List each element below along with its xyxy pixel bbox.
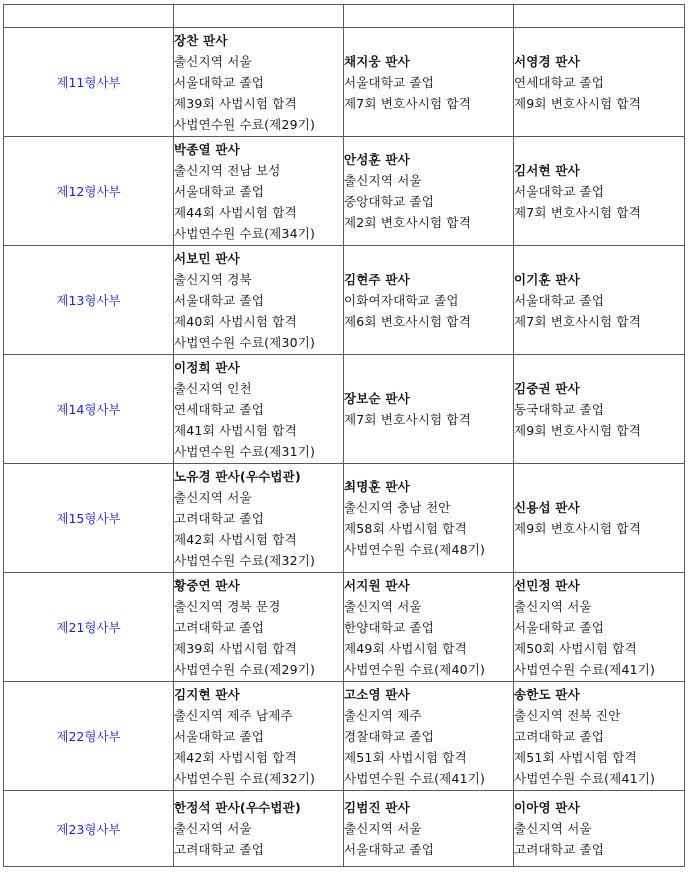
judge-cell [344,791,514,867]
judge-name: 이정희 판사 [174,359,240,375]
department-cell: 제12형사부 [4,137,174,246]
judge-detail: 출신지역 경북 [174,271,252,287]
judge-detail: 사법연수원 수료(제32기) [174,770,316,786]
judge-name: 고소영 판사 [344,686,410,702]
judge-cell [514,137,685,246]
judge-name: 이기훈 판사 [514,271,580,287]
department-cell: 제21형사부 [4,573,174,682]
judge-name: 장찬 판사 [174,32,228,48]
judge-detail: 서울대학교 졸업 [174,728,265,744]
judge-detail: 서울대학교 졸업 [174,183,265,199]
table-row [4,137,685,246]
judge-detail: 출신지역 인천 [174,380,252,396]
judge-detail: 고려대학교 졸업 [514,728,605,744]
judge-detail: 출신지역 서울 [344,598,422,614]
judge-cell [344,573,514,682]
judge-cell [344,246,514,355]
judge-detail: 연세대학교 졸업 [174,401,265,417]
judge-name: 서보민 판사 [174,250,240,266]
judge-detail: 제7회 변호사시험 합격 [344,412,471,427]
judge-detail: 사법연수원 수료(제41기) [514,661,656,677]
judge-cell [514,246,685,355]
judge-detail: 이화여자대학교 졸업 [344,292,459,308]
judge-cell [344,682,514,791]
judge-cell [514,355,685,464]
table-row [4,28,685,137]
judge-detail: 제51회 사법시험 합격 [344,749,467,765]
judge-detail: 동국대학교 졸업 [514,401,605,417]
department-cell: 제23형사부 [4,791,174,867]
judge-detail: 고려대학교 졸업 [174,510,265,526]
judge-cell [174,791,344,867]
judge-cell [174,246,344,355]
judge-detail: 사법연수원 수료(제41기) [344,770,486,786]
judge-detail: 고려대학교 졸업 [174,619,265,635]
judge-name: 김지현 판사 [174,686,240,702]
judge-name: 채지웅 판사 [344,53,410,69]
judge-detail: 제2회 변호사시험 합격 [344,215,471,230]
table-row [4,682,685,791]
judge-detail: 제42회 사법시험 합격 [174,531,297,547]
judge-detail: 출신지역 서울 [344,821,422,836]
table-row [4,246,685,355]
judge-cell [174,28,344,137]
judge-detail: 서울대학교 졸업 [344,74,435,90]
judges-table [3,4,685,867]
judge-detail: 사법연수원 수료(제31기) [174,443,316,459]
judge-detail: 제58회 사법시험 합격 [344,521,467,536]
department-cell: 제15형사부 [4,464,174,573]
judge-detail: 사법연수원 수료(제41기) [514,770,656,786]
judge-name: 김범진 판사 [344,800,410,815]
judge-cell [344,137,514,246]
judge-name: 최명훈 판사 [344,479,410,494]
judge-name: 김현주 판사 [344,271,410,287]
judge-detail: 사법연수원 수료(제32기) [174,552,316,568]
judge-name: 황중연 판사 [174,577,240,593]
judge-cell [174,573,344,682]
judge-detail: 제7회 변호사시험 합격 [514,204,641,220]
judge-detail: 사법연수원 수료(제29기) [174,116,316,132]
judge-cell [174,137,344,246]
judge-name: 장보순 판사 [344,391,410,406]
judge-cell [514,464,685,573]
table-row [4,573,685,682]
judge-detail: 제40회 사법시험 합격 [174,313,297,329]
judge-name: 한정석 판사(우수법관) [174,800,301,815]
department-cell: 제22형사부 [4,682,174,791]
judge-detail: 출신지역 제주 [344,707,422,723]
judge-detail: 제41회 사법시험 합격 [174,422,297,438]
judge-detail: 서울대학교 졸업 [514,183,605,199]
judge-detail: 출신지역 충남 천안 [344,500,451,515]
judge-name: 서영경 판사 [514,53,580,69]
judge-detail: 제39회 사법시험 합격 [174,640,297,656]
judge-detail: 고려대학교 졸업 [514,842,605,857]
judge-detail: 연세대학교 졸업 [514,74,605,90]
judge-detail: 사법연수원 수료(제29기) [174,661,316,677]
table-header-row [4,5,685,28]
judge-detail: 사법연수원 수료(제34기) [174,225,316,241]
judge-detail: 제42회 사법시험 합격 [174,749,297,765]
judge-detail: 서울대학교 졸업 [514,292,605,308]
judge-detail: 출신지역 서울 [174,489,252,505]
judge-detail: 출신지역 서울 [514,598,592,614]
department-cell: 제11형사부 [4,28,174,137]
judge-detail: 제9회 변호사시험 합격 [514,521,641,536]
header-cell [4,5,174,28]
judge-name: 박종열 판사 [174,141,240,157]
judge-detail: 경찰대학교 졸업 [344,728,435,744]
judge-detail: 출신지역 경북 문경 [174,598,281,614]
judge-name: 노유경 판사(우수법관) [174,468,301,484]
judge-detail: 출신지역 서울 [174,53,252,69]
judge-detail: 제51회 사법시험 합격 [514,749,637,765]
department-cell: 제13형사부 [4,246,174,355]
judge-cell [514,28,685,137]
judge-detail: 서울대학교 졸업 [514,619,605,635]
judge-detail: 제44회 사법시험 합격 [174,204,297,220]
judge-detail: 제7회 변호사시험 합격 [514,313,641,329]
judge-detail: 고려대학교 졸업 [174,842,265,857]
judge-detail: 한양대학교 졸업 [344,619,435,635]
table-row [4,355,685,464]
table-row [4,791,685,867]
judge-detail: 제9회 변호사시험 합격 [514,422,641,438]
judge-cell [344,464,514,573]
department-cell: 제14형사부 [4,355,174,464]
judge-cell [514,573,685,682]
table-row [4,464,685,573]
judge-detail: 서울대학교 졸업 [174,74,265,90]
judge-cell [344,28,514,137]
judge-detail: 제6회 변호사시험 합격 [344,313,471,329]
judge-cell [514,791,685,867]
judge-detail: 제50회 사법시험 합격 [514,640,637,656]
header-cell [174,5,344,28]
judge-name: 서지원 판사 [344,577,410,593]
judge-name: 이아영 판사 [514,800,580,815]
judge-name: 송한도 판사 [514,686,580,702]
judge-name: 안성훈 판사 [344,152,410,167]
judge-cell [174,355,344,464]
judge-detail: 사법연수원 수료(제30기) [174,334,316,350]
header-cell [344,5,514,28]
judge-name: 김서현 판사 [514,162,580,178]
judge-detail: 출신지역 전북 진안 [514,707,621,723]
judge-cell [174,682,344,791]
judge-detail: 제49회 사법시험 합격 [344,640,467,656]
judge-name: 김중권 판사 [514,380,580,396]
judge-name: 신용섭 판사 [514,500,580,515]
header-cell [514,5,685,28]
judge-detail: 사법연수원 수료(제48기) [344,542,486,557]
judge-detail: 서울대학교 졸업 [344,842,435,857]
judge-detail: 출신지역 제주 남제주 [174,707,293,723]
judge-detail: 서울대학교 졸업 [174,292,265,308]
judge-cell [344,355,514,464]
judge-detail: 제39회 사법시험 합격 [174,95,297,111]
judge-detail: 출신지역 서울 [344,173,422,188]
judge-detail: 제9회 변호사시험 합격 [514,95,641,111]
judge-detail: 제7회 변호사시험 합격 [344,95,471,111]
judge-cell [514,682,685,791]
judge-detail: 사법연수원 수료(제40기) [344,661,486,677]
judge-detail: 출신지역 전남 보성 [174,162,281,178]
judges-table-body [4,5,685,867]
judge-detail: 출신지역 서울 [174,821,252,836]
judge-detail: 중앙대학교 졸업 [344,194,435,209]
judge-name: 선민정 판사 [514,577,580,593]
judge-detail: 출신지역 서울 [514,821,592,836]
judge-cell [174,464,344,573]
